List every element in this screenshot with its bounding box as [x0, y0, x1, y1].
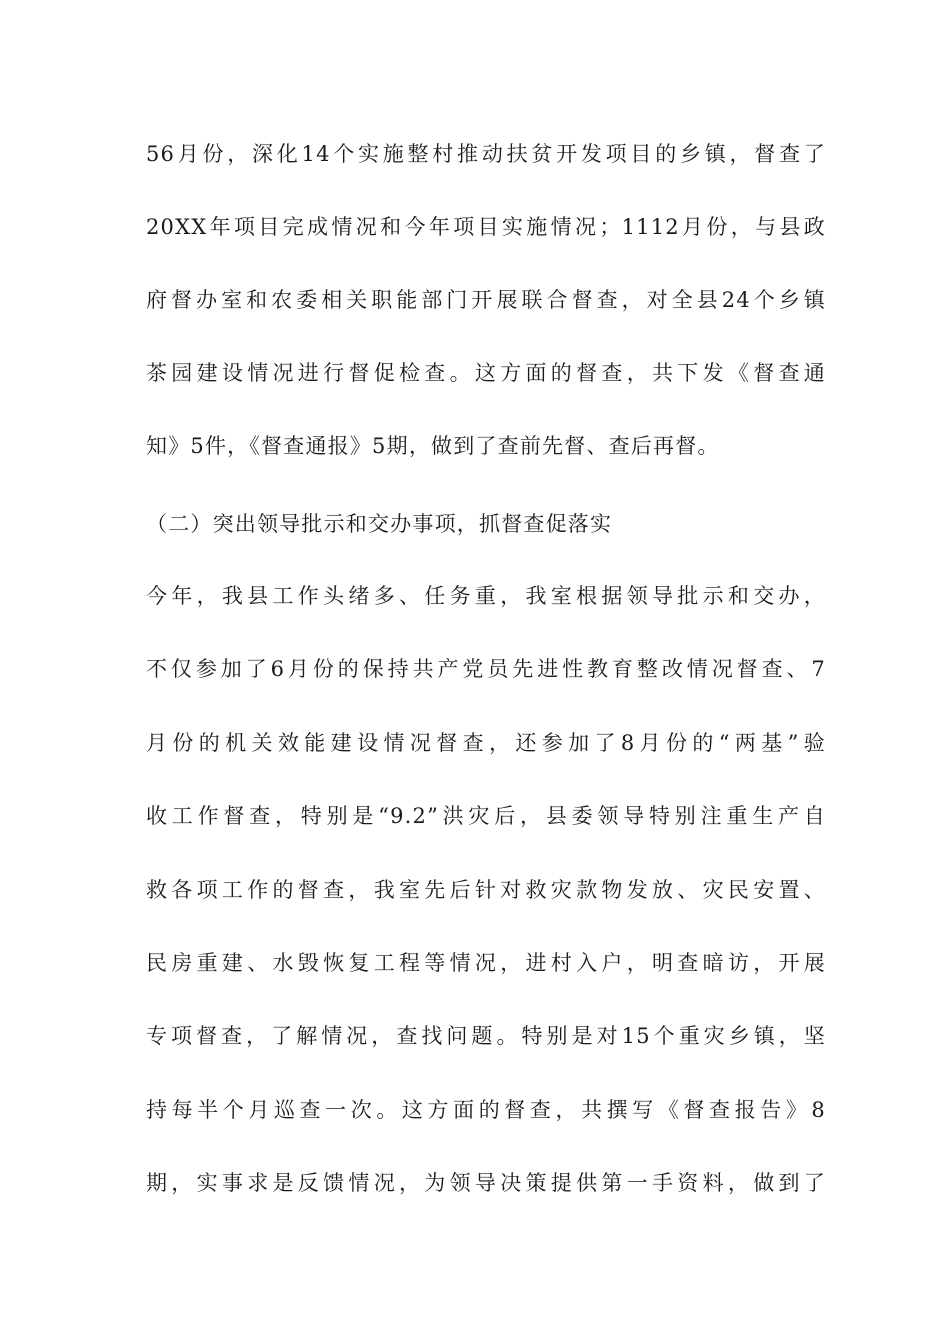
paragraph-line: 56月份，深化14个实施整村推动扶贫开发项目的乡镇，督查了: [146, 142, 826, 166]
paragraph-line: 知》5件，《督查通报》5期，做到了查前先督、查后再督。: [146, 434, 720, 458]
paragraph-line: 持每半个月巡查一次。这方面的督查，共撰写《督查报告》8: [146, 1098, 826, 1122]
paragraph-line: 救各项工作的督查，我室先后针对救灾款物发放、灾民安置、: [146, 878, 826, 902]
paragraph-line: 府督办室和农委相关职能部门开展联合督查，对全县24个乡镇: [146, 288, 826, 312]
paragraph-line: 期，实事求是反馈情况，为领导决策提供第一手资料，做到了: [146, 1171, 826, 1195]
paragraph-line: 今年，我县工作头绪多、任务重，我室根据领导批示和交办，: [146, 584, 826, 608]
paragraph-line: 月份的机关效能建设情况督查，还参加了8月份的“两基”验: [146, 731, 826, 755]
paragraph-line: 茶园建设情况进行督促检查。这方面的督查，共下发《督查通: [146, 361, 826, 385]
paragraph-line: 不仅参加了6月份的保持共产党员先进性教育整改情况督查、7: [146, 657, 826, 681]
paragraph-line: 专项督查，了解情况，查找问题。特别是对15个重灾乡镇，坚: [146, 1024, 826, 1048]
section-heading: （二）突出领导批示和交办事项，抓督查促落实: [146, 512, 613, 536]
paragraph-line: 收工作督查，特别是“9.2”洪灾后，县委领导特别注重生产自: [146, 804, 826, 828]
paragraph-line: 20XX年项目完成情况和今年项目实施情况；1112月份，与县政: [146, 215, 826, 239]
paragraph-line: 民房重建、水毁恢复工程等情况，进村入户，明查暗访，开展: [146, 951, 826, 975]
